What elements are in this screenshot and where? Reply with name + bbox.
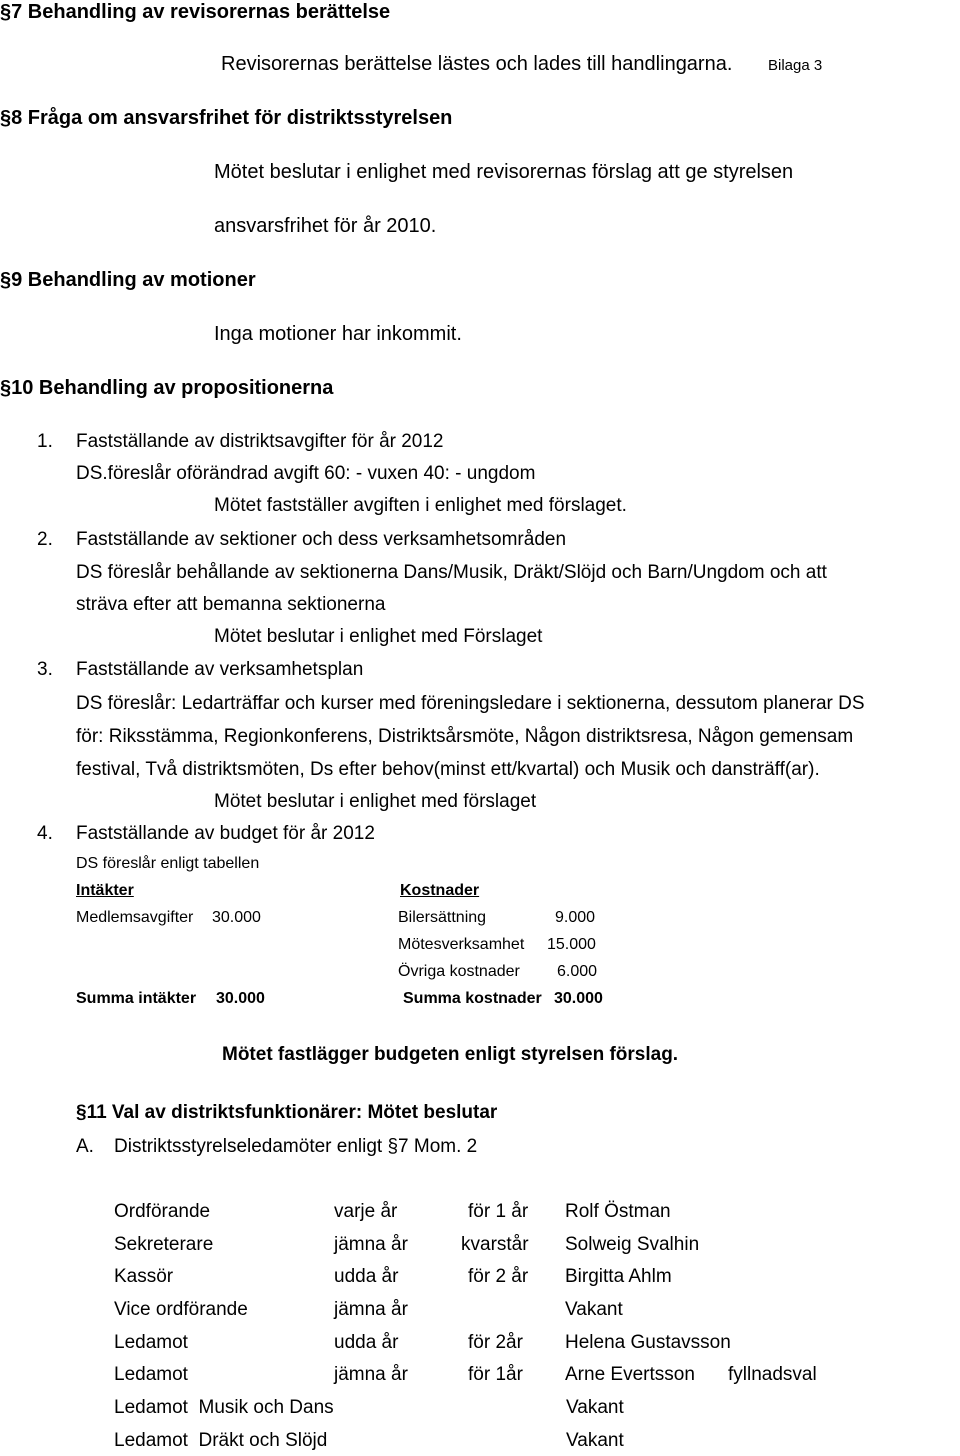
- budget-cost-total: 30.000: [554, 990, 603, 1007]
- official-period: jämna år: [334, 1234, 408, 1255]
- official-period: varje år: [334, 1201, 398, 1222]
- item-decision: Mötet beslutar i enlighet med förslaget: [214, 791, 537, 812]
- budget-cost-total-label: Summa kostnader: [403, 990, 542, 1007]
- official-term: för 2år: [468, 1332, 523, 1353]
- official-name: Vakant: [566, 1397, 624, 1418]
- budget-income-header: Intäkter: [76, 882, 134, 899]
- item-line: sträva efter att bemanna sektionerna: [76, 594, 386, 615]
- official-role: Ledamot Musik och Dans: [114, 1397, 334, 1418]
- official-role: Kassör: [114, 1266, 174, 1287]
- official-name: Helena Gustavsson: [565, 1332, 731, 1353]
- budget-cost-label: Mötesverksamhet: [398, 936, 525, 953]
- section-7-text: Revisorernas berättelse lästes och lades till handlingarna.: [221, 53, 733, 75]
- section-7-heading: §7 Behandling av revisorernas berättelse: [0, 1, 391, 23]
- budget-cost-amount: 6.000: [557, 963, 598, 980]
- item-title: Fastställande av budget för år 2012: [76, 823, 375, 844]
- section-11-sub-text: Distriktsstyrelseledamöter enligt §7 Mom. 2: [114, 1136, 478, 1157]
- official-term: för 1år: [468, 1364, 523, 1385]
- official-period: jämna år: [334, 1299, 408, 1320]
- official-name: Arne Evertsson: [565, 1364, 695, 1385]
- item-number: 4.: [37, 823, 53, 844]
- item-decision: Mötet fastställer avgiften i enlighet med förslaget.: [214, 495, 627, 516]
- official-name: Vakant: [566, 1430, 624, 1451]
- budget-cost-label: Bilersättning: [398, 909, 487, 926]
- item-number: 2.: [37, 529, 53, 550]
- section-11-heading: §11 Val av distriktsfunktionärer: Mötet beslutar: [76, 1102, 498, 1123]
- section-10-heading: §10 Behandling av propositionerna: [0, 377, 334, 399]
- item-number: 1.: [37, 431, 53, 452]
- budget-income-amount: 30.000: [212, 909, 261, 926]
- budget-income-total-label: Summa intäkter: [76, 990, 197, 1007]
- budget-cost-header: Kostnader: [400, 882, 480, 899]
- official-role: Sekreterare: [114, 1234, 214, 1255]
- section-9-text: Inga motioner har inkommit.: [214, 323, 462, 345]
- section-8-heading: §8 Fråga om ansvarsfrihet för distriktsstyrelsen: [0, 107, 453, 129]
- budget-income-total: 30.000: [216, 990, 265, 1007]
- official-term: för 1 år: [468, 1201, 529, 1222]
- official-name: Solweig Svalhin: [565, 1234, 700, 1255]
- budget-decision: Mötet fastlägger budgeten enligt styrelsen förslag.: [222, 1044, 679, 1065]
- item-decision: Mötet beslutar i enlighet med Förslaget: [214, 626, 543, 647]
- item-line: DS föreslår enligt tabellen: [76, 855, 260, 872]
- section-8-line-2: ansvarsfrihet för år 2010.: [214, 215, 437, 237]
- item-line: DS.föreslår oförändrad avgift 60: - vuxen 40: - ungdom: [76, 463, 536, 484]
- official-role: Ordförande: [114, 1201, 211, 1222]
- official-period: jämna år: [334, 1364, 408, 1385]
- budget-income-label: Medlemsavgifter: [76, 909, 194, 926]
- section-9-heading: §9 Behandling av motioner: [0, 269, 256, 291]
- attachment-note: Bilaga 3: [768, 57, 823, 74]
- item-number: 3.: [37, 659, 53, 680]
- budget-cost-label: Övriga kostnader: [398, 963, 520, 980]
- item-title: Fastställande av distriktsavgifter för år 2012: [76, 431, 444, 452]
- item-title: Fastställande av sektioner och dess verksamhetsområden: [76, 529, 567, 550]
- official-period: udda år: [334, 1332, 399, 1353]
- budget-cost-amount: 9.000: [555, 909, 596, 926]
- item-line: DS föreslår: Ledarträffar och kurser med föreningsledare i sektionerna, dessutom planerar DS: [76, 693, 865, 714]
- item-title: Fastställande av verksamhetsplan: [76, 659, 364, 680]
- official-period: udda år: [334, 1266, 399, 1287]
- official-name: Vakant: [565, 1299, 623, 1320]
- section-11-sub-letter: A.: [76, 1136, 94, 1157]
- item-line: festival, Två distriktsmöten, Ds efter behov(minst ett/kvartal) och Musik och dansträff(ar).: [76, 759, 820, 780]
- budget-cost-amount: 15.000: [547, 936, 596, 953]
- official-role: Ledamot: [114, 1332, 188, 1353]
- official-name: Birgitta Ahlm: [565, 1266, 672, 1287]
- section-8-line-1: Mötet beslutar i enlighet med revisorernas förslag att ge styrelsen: [214, 161, 794, 183]
- item-line: DS föreslår behållande av sektionerna Dans/Musik, Dräkt/Slöjd och Barn/Ungdom och att: [76, 562, 827, 583]
- official-role: Ledamot Dräkt och Slöjd: [114, 1430, 328, 1451]
- official-term: för 2 år: [468, 1266, 529, 1287]
- item-line: för: Riksstämma, Regionkonferens, Distriktsårsmöte, Någon distriktsresa, Någon gemensam: [76, 726, 854, 747]
- official-role: Vice ordförande: [114, 1299, 248, 1320]
- official-name: Rolf Östman: [565, 1201, 671, 1222]
- official-term: kvarstår: [461, 1234, 529, 1255]
- official-note: fyllnadsval: [728, 1364, 817, 1385]
- official-role: Ledamot: [114, 1364, 188, 1385]
